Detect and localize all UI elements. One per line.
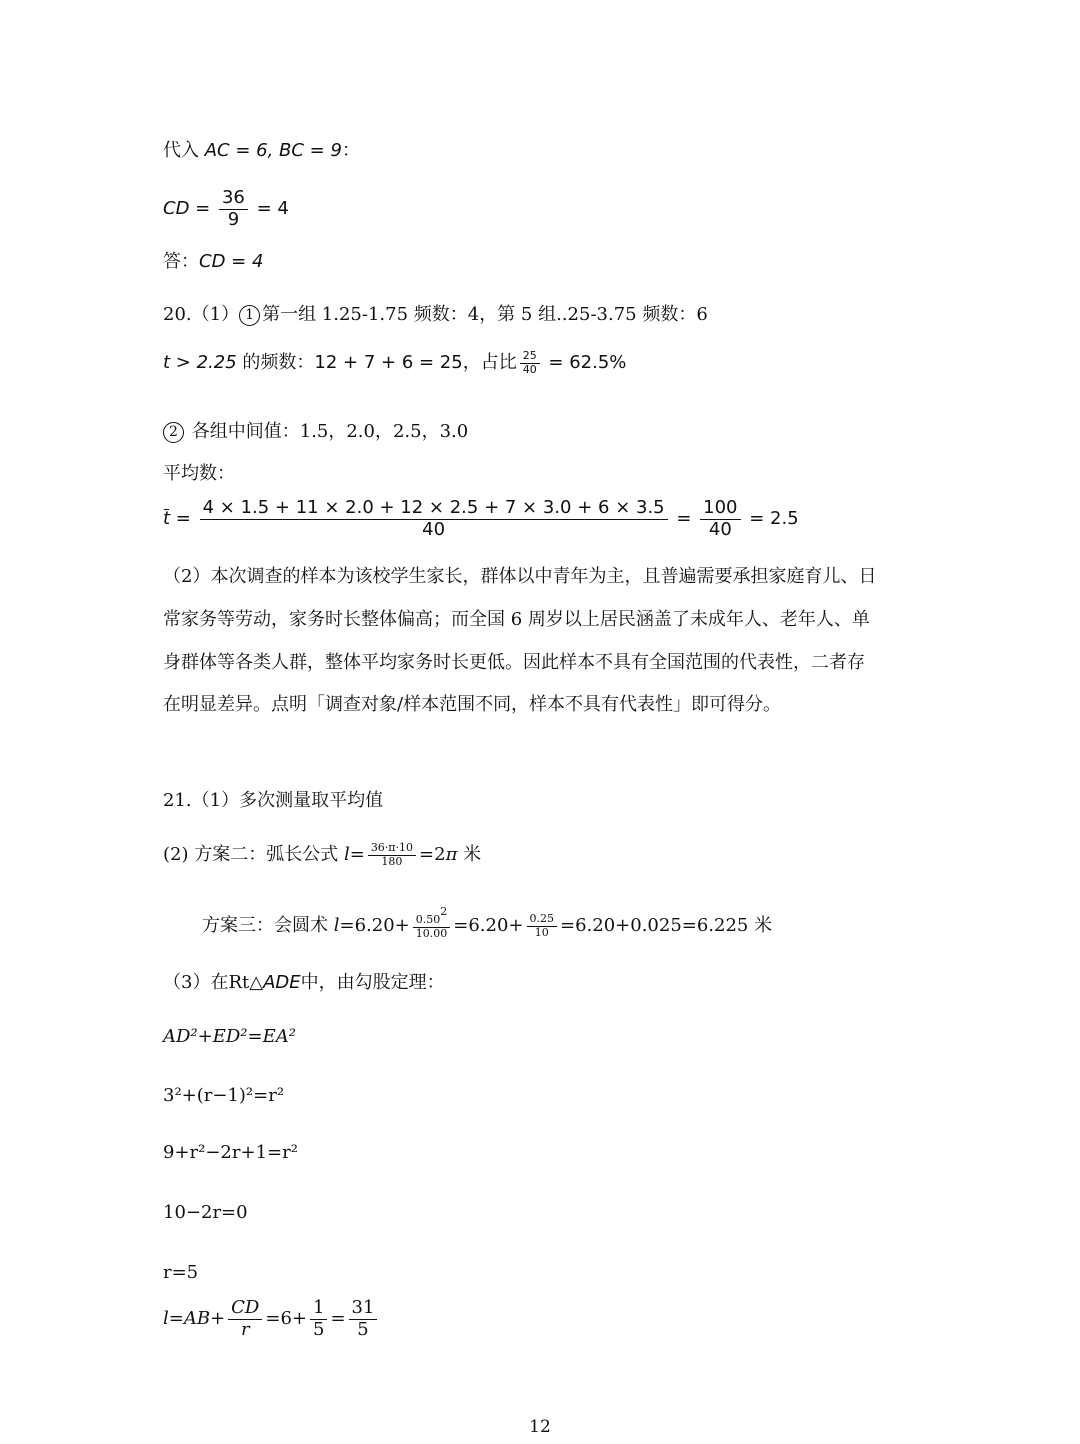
ratio-num: 25 — [520, 350, 540, 364]
eq6-mid: =6+ — [265, 1308, 307, 1330]
mean-denominator-2: 40 — [708, 518, 732, 540]
plan3-label: 方案三：会圆术 — [202, 915, 334, 937]
eq6-den1: r — [240, 1318, 250, 1340]
q19-cd-equation — [163, 188, 289, 230]
q20-part1-line2 — [163, 350, 626, 376]
plan3-fraction-2 — [527, 913, 558, 939]
eq6-den3: 5 — [357, 1318, 369, 1340]
plan3-num1: 0.50 — [415, 913, 441, 926]
mean-fraction — [200, 498, 668, 540]
mean-denominator: 40 — [422, 518, 446, 540]
ratio-fraction — [520, 350, 540, 376]
group-frequencies: 第一组 1.25-1.75 频数：4，第 5 组..25-3.75 频数：6 — [262, 304, 708, 325]
eq6-equals: = — [330, 1308, 346, 1330]
q21-eq2: 3²+(r−1)²=r² — [163, 1085, 285, 1106]
q20-midpoints — [163, 421, 468, 443]
cd-den: 9 — [227, 208, 240, 230]
plan3-den1: 10.00 — [415, 926, 448, 940]
mean-numerator-2: 100 — [700, 498, 740, 520]
plan3-den2: 10 — [534, 925, 549, 939]
midpoint-values: 各组中间值：1.5，2.0，2.5，3.0 — [186, 421, 469, 442]
eq6-fraction-1 — [228, 1298, 262, 1340]
circled-one-icon: 1 — [239, 305, 260, 326]
equals: = — [349, 844, 365, 866]
substitute-label: 代入 — [163, 140, 205, 161]
q20-part2-line1: （2）本次调查的样本为该校学生家长，群体以中青年为主，且普遍需要承担家庭育儿、日 — [163, 566, 877, 587]
answer-label: 答： — [163, 251, 199, 272]
plan3-result: =6.20+0.025=6.225 米 — [560, 915, 773, 937]
mean-fraction-2 — [700, 498, 740, 540]
freq-label: 的频数： — [236, 352, 315, 374]
pi: π — [445, 844, 458, 866]
circled-two-icon: 2 — [163, 422, 184, 443]
substitute-values: AC = 6, BC = 9 — [204, 140, 342, 161]
plan3-start: =6.20+ — [339, 915, 410, 937]
q20-part2-line2: 常家务等劳动，家务时长整体偏高；而全国 6 周岁以上居民涵盖了未成年人、老年人、单 — [163, 609, 870, 630]
plan3-fraction-1: $\frac{0.50^2}{10.00}$ — [413, 912, 451, 940]
q21-part1: 21.（1）多次测量取平均值 — [163, 790, 384, 811]
plan3-num2: 0.25 — [527, 913, 558, 927]
q20-part2-line3: 身群体等各类人群，整体平均家务时长更低。因此样本不具有全国范围的代表性，二者存 — [163, 652, 865, 673]
ratio-result: = 62.5% — [542, 352, 627, 374]
arc-result: =2 — [419, 844, 446, 866]
q19-substitute-line — [163, 140, 360, 162]
ratio-den: 40 — [522, 362, 537, 376]
cd-rhs: = 4 — [250, 198, 289, 220]
freq-sum: 12 + 7 + 6 = 25 — [314, 352, 463, 374]
l-var: l — [333, 915, 340, 937]
q20-mean-label: 平均数： — [163, 463, 235, 484]
q20-part1-line1 — [163, 304, 708, 326]
colon: ： — [341, 140, 360, 161]
ratio-label: ，占比 — [462, 352, 517, 374]
eq6-num2: 1 — [310, 1298, 327, 1320]
triangle-name: ADE — [263, 972, 301, 993]
mean-result: = 2.5 — [743, 508, 799, 530]
mean-numerator: 4 × 1.5 + 11 × 2.0 + 12 × 2.5 + 7 × 3.0 + 6 × 3.5 — [200, 498, 668, 520]
q21-part2-plan3 — [202, 905, 773, 940]
q21-eq1: AD²+ED²=EA² — [163, 1026, 296, 1047]
eq6-den2: 5 — [313, 1318, 325, 1340]
q19-answer — [163, 251, 263, 273]
q21-part3-intro — [163, 972, 445, 994]
cd-lhs: CD = — [163, 198, 216, 220]
eq6-fraction-2 — [310, 1298, 327, 1340]
eq6-fraction-3 — [349, 1298, 378, 1340]
equals: = — [170, 508, 197, 530]
answer-value: CD = 4 — [199, 251, 264, 272]
page-number: 12 — [529, 1417, 551, 1437]
q20-label: 20.（1） — [163, 304, 240, 325]
t-condition: t > 2.25 — [163, 352, 237, 374]
q21-part2-plan2 — [163, 842, 481, 868]
plan3-mid: =6.20+ — [453, 915, 524, 937]
eq6-num1: CD — [228, 1298, 262, 1320]
arc-den: 180 — [381, 854, 403, 868]
eq6-start: l=AB+ — [163, 1308, 226, 1330]
arc-fraction — [368, 842, 416, 868]
q21-eq5: r=5 — [163, 1262, 199, 1283]
cd-num: 36 — [219, 188, 248, 210]
arc-num: 36·π·10 — [368, 842, 416, 856]
plan2-label: (2) 方案二：弧长公式 — [163, 844, 344, 866]
equals-2: = — [670, 508, 698, 530]
q21-eq4: 10−2r=0 — [163, 1202, 248, 1223]
q20-part2-line4: 在明显差异。点明「调查对象/样本范围不同，样本不具有代表性」即可得分。 — [163, 694, 782, 715]
l-var: l — [343, 844, 350, 866]
pythagoras-label: 中，由勾股定理： — [300, 972, 445, 993]
eq6-num3: 31 — [349, 1298, 378, 1320]
unit: 米 — [457, 844, 482, 866]
q20-mean-equation — [163, 498, 799, 540]
q21-eq3: 9+r²−2r+1=r² — [163, 1142, 298, 1163]
part3-label: （3）在Rt△ — [163, 972, 264, 993]
t-bar: t — [163, 508, 171, 530]
cd-fraction — [219, 188, 248, 230]
q21-eq6 — [163, 1298, 380, 1340]
